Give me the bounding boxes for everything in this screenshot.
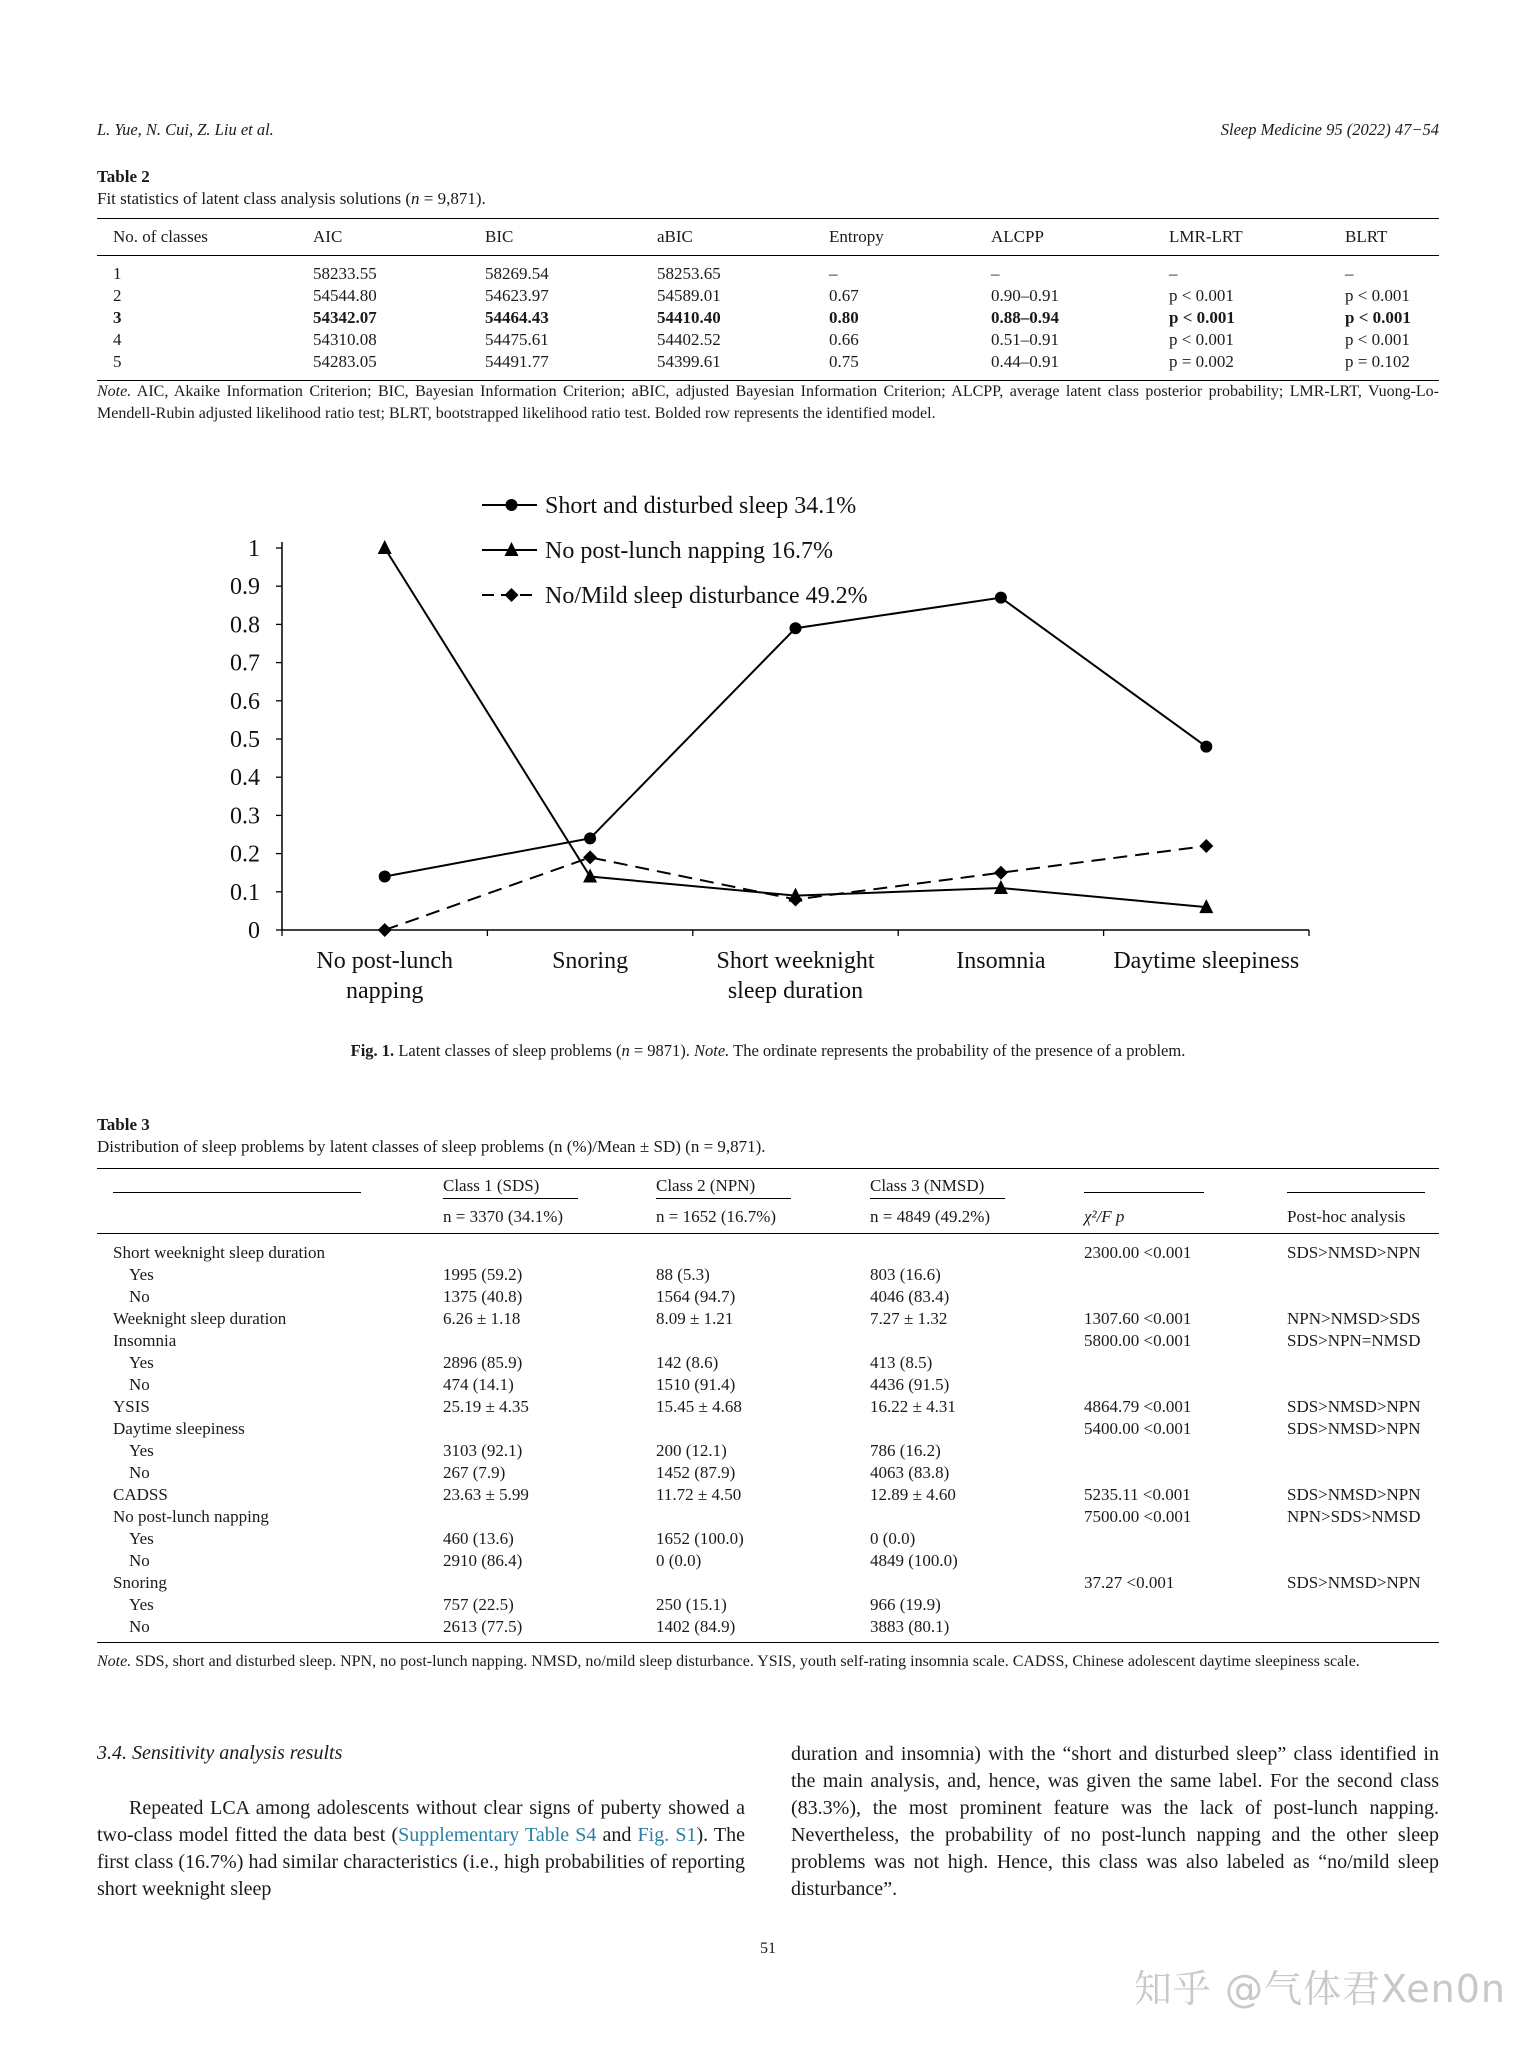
table3-cell-label: Daytime sleepiness xyxy=(113,1419,245,1438)
table2-cell: 4 xyxy=(113,330,122,349)
table3-note-label: Note. xyxy=(97,1653,132,1670)
table3-cell-c3 xyxy=(854,1418,1068,1440)
table3-cell-stat xyxy=(1068,1594,1271,1616)
table3-cell-c1: 23.63 ± 5.99 xyxy=(443,1485,529,1504)
table3-header-blank xyxy=(97,1169,427,1202)
table3-cell-c3: 12.89 ± 4.60 xyxy=(870,1485,956,1504)
data-point-s2-4 xyxy=(994,880,1008,894)
data-point-s1-3 xyxy=(790,622,802,634)
table2-cell: 1 xyxy=(113,264,122,283)
table2-header-cell: AIC xyxy=(297,219,469,256)
table3-cell-stat xyxy=(1068,1264,1271,1286)
table2-cell: 0.51–0.91 xyxy=(991,330,1059,349)
figure1-chart xyxy=(97,470,1439,1030)
table2-cell: 58253.65 xyxy=(657,264,721,283)
data-point-s3-4 xyxy=(994,866,1008,880)
table3-caption xyxy=(97,1114,766,1158)
table3-cell-c2: 0 (0.0) xyxy=(656,1551,702,1570)
table2-cell: 0.80 xyxy=(829,308,859,327)
table3-row xyxy=(97,1528,1439,1550)
table3-cell-stat: 1307.60 <0.001 xyxy=(1084,1309,1192,1328)
table2-header-cell: BLRT xyxy=(1329,219,1439,256)
body-column-right xyxy=(791,1741,1439,1903)
y-tick-label: 0.1 xyxy=(230,879,260,906)
table3-cell-c2: 142 (8.6) xyxy=(656,1353,719,1372)
table3-cell-c2: 200 (12.1) xyxy=(656,1441,727,1460)
table3-row xyxy=(97,1234,1439,1265)
table2-header-row xyxy=(97,219,1439,256)
table3-cell-label: Snoring xyxy=(113,1573,167,1592)
table3-cell-c3 xyxy=(854,1572,1068,1594)
body-column-left xyxy=(97,1795,745,1903)
y-tick-label: 0.4 xyxy=(230,765,260,792)
table3-cell-label: No xyxy=(129,1287,150,1306)
table2-cell: 0.88–0.94 xyxy=(991,308,1059,327)
table2-header-cell: aBIC xyxy=(641,219,813,256)
figure1-caption-c: The ordinate represents the probability of the presence of a problem. xyxy=(729,1041,1186,1060)
running-head-journal: Sleep Medicine 95 (2022) 47−54 xyxy=(1220,120,1439,139)
legend-marker-1 xyxy=(506,499,518,511)
table3-row xyxy=(97,1396,1439,1418)
table3-cell-stat xyxy=(1068,1440,1271,1462)
table2-cell: 2 xyxy=(113,286,122,305)
table3-cell-stat: 5235.11 <0.001 xyxy=(1084,1485,1191,1504)
legend-marker-3 xyxy=(505,588,519,602)
y-tick-label: 0 xyxy=(248,918,260,944)
table2-cell: p < 0.001 xyxy=(1345,308,1411,327)
data-point-s3-1 xyxy=(378,923,392,937)
table3-row xyxy=(97,1308,1439,1330)
table2-row xyxy=(97,308,1439,330)
table3-cell-c2: 1510 (91.4) xyxy=(656,1375,736,1394)
table3-cell-c1: 460 (13.6) xyxy=(443,1529,514,1548)
data-point-s3-5 xyxy=(1199,839,1213,853)
table2-cell: p < 0.001 xyxy=(1345,286,1410,305)
table3-cell-c1: 3103 (92.1) xyxy=(443,1441,523,1460)
table2-cell: 54589.01 xyxy=(657,286,721,305)
table2-cell: 54464.43 xyxy=(485,308,549,327)
table3-cell-stat: 37.27 <0.001 xyxy=(1084,1573,1175,1592)
table3-header-stat: χ²/F p xyxy=(1068,1201,1271,1234)
table3-row xyxy=(97,1440,1439,1462)
table3-cell-c1: 757 (22.5) xyxy=(443,1595,514,1614)
data-point-s2-1 xyxy=(378,540,392,554)
table2-note-text: AIC, Akaike Information Criterion; BIC, Bayesian Information Criterion; aBIC, adjusted Bayesian Information Criterion; ALCPP, average latent class posterior probability; LMR-LRT, Vuong-Lo-Mendell-Rubin adjusted likelihood ratio test; BLRT, bootstrapped likelihood ratio test. Bolded row represents the identified model. xyxy=(97,383,1439,422)
table3-cell-label: Yes xyxy=(129,1529,154,1548)
table3-cell-c2: 1564 (94.7) xyxy=(656,1287,736,1306)
table3-cell-label: CADSS xyxy=(113,1485,168,1504)
table2-row xyxy=(97,330,1439,352)
table3-cell-c3: 16.22 ± 4.31 xyxy=(870,1397,956,1416)
table3-header-class3: Class 3 (NMSD) xyxy=(854,1169,1068,1202)
table3-header-class2: Class 2 (NPN) xyxy=(640,1169,854,1202)
x-tick-label: No post-lunch xyxy=(316,948,454,974)
y-tick-label: 0.9 xyxy=(230,574,260,601)
table3-header-n2: n = 1652 (16.7%) xyxy=(640,1201,854,1234)
table3-cell-c2 xyxy=(640,1234,854,1265)
table3-cell-c2: 1402 (84.9) xyxy=(640,1616,854,1643)
table3-cell-post: SDS>NMSD>NPN xyxy=(1287,1485,1421,1504)
table3-cell-label: No xyxy=(129,1463,150,1482)
table3-cell-post: SDS>NMSD>NPN xyxy=(1287,1243,1421,1262)
figure-s1-link[interactable]: Fig. S1 xyxy=(637,1824,697,1846)
table3-cell-c1: 474 (14.1) xyxy=(443,1375,514,1394)
figure1-caption xyxy=(97,1041,1439,1061)
table3-cell-label: Yes xyxy=(129,1353,154,1372)
table3-cell-label: Yes xyxy=(129,1441,154,1460)
table3-cell-c2: 1452 (87.9) xyxy=(656,1463,736,1482)
table2-cell: 0.67 xyxy=(829,286,859,305)
table3-cell-c1: 2896 (85.9) xyxy=(443,1353,523,1372)
table3-cell-label: Insomnia xyxy=(113,1331,177,1350)
table2-cell: 54402.52 xyxy=(657,330,721,349)
table3-header-class1: Class 1 (SDS) xyxy=(427,1169,640,1202)
table3-cell-c1: 2613 (77.5) xyxy=(427,1616,640,1643)
table3-cell-label: No post-lunch napping xyxy=(113,1507,269,1526)
table3-cell-stat: 2300.00 <0.001 xyxy=(1084,1243,1192,1262)
table3-cell-stat: 5400.00 <0.001 xyxy=(1084,1419,1192,1438)
table3-row xyxy=(97,1616,1439,1643)
table2-cell: 3 xyxy=(113,308,122,327)
table3-row xyxy=(97,1286,1439,1308)
table3-cell-c2: 250 (15.1) xyxy=(656,1595,727,1614)
table2-cell: 0.90–0.91 xyxy=(991,286,1059,305)
table2-cell: 0.44–0.91 xyxy=(975,352,1153,381)
table3-cell-stat xyxy=(1068,1462,1271,1484)
table3-cell-c1: 2910 (86.4) xyxy=(443,1551,523,1570)
series-line-1 xyxy=(385,598,1207,877)
table3-cell-c2 xyxy=(640,1506,854,1528)
table2-header-cell: BIC xyxy=(469,219,641,256)
table3-header-row-2 xyxy=(97,1201,1439,1234)
table3-row xyxy=(97,1330,1439,1352)
table3-cell-stat: 5800.00 <0.001 xyxy=(1084,1331,1192,1350)
table3-cell-label: Weeknight sleep duration xyxy=(113,1309,287,1328)
table3-cell-label: Short weeknight sleep duration xyxy=(113,1243,325,1262)
table3-row xyxy=(97,1594,1439,1616)
figure1-label: Fig. 1. xyxy=(350,1041,395,1060)
table2-note-label: Note. xyxy=(97,383,132,400)
figure1-caption-note-label: Note. xyxy=(694,1041,730,1060)
table3-row xyxy=(97,1352,1439,1374)
table3-cell-label: No xyxy=(129,1375,150,1394)
table2-cell: 54342.07 xyxy=(313,308,377,327)
table3-header-posthoc: Post-hoc analysis xyxy=(1271,1201,1439,1234)
table3-cell-c3 xyxy=(854,1506,1068,1528)
table2-header-cell: Entropy xyxy=(813,219,975,256)
table3-row xyxy=(97,1506,1439,1528)
table2-row xyxy=(97,256,1439,287)
table3-cell-post: SDS>NMSD>NPN xyxy=(1287,1573,1421,1592)
table2-cell: 54310.08 xyxy=(313,330,377,349)
table3-row xyxy=(97,1418,1439,1440)
table3-cell-stat xyxy=(1068,1374,1271,1396)
running-head-authors: L. Yue, N. Cui, Z. Liu et al. xyxy=(97,120,274,139)
table3-header-post-rule xyxy=(1271,1169,1439,1202)
table2-cell: 0.75 xyxy=(813,352,975,381)
table3 xyxy=(97,1168,1439,1643)
table3-row xyxy=(97,1572,1439,1594)
table3-cell-c1: 6.26 ± 1.18 xyxy=(443,1309,521,1328)
table3-cell-c2 xyxy=(640,1330,854,1352)
table3-cell-c2: 11.72 ± 4.50 xyxy=(656,1485,742,1504)
table3-header-n3: n = 4849 (49.2%) xyxy=(854,1201,1068,1234)
y-tick-label: 0.3 xyxy=(230,803,260,830)
table2-row xyxy=(97,286,1439,308)
table2-cell: 54491.77 xyxy=(469,352,641,381)
data-point-s1-5 xyxy=(1200,741,1212,753)
table3-cell-c1 xyxy=(427,1506,640,1528)
table3-header-empty xyxy=(97,1201,427,1234)
table3-cell-c1 xyxy=(427,1418,640,1440)
x-tick-label: napping xyxy=(346,978,424,1004)
y-tick-label: 0.7 xyxy=(230,650,260,677)
table3-cell-post xyxy=(1271,1374,1439,1396)
table2-cell: p < 0.001 xyxy=(1169,286,1234,305)
table3-cell-post: NPN>NMSD>SDS xyxy=(1287,1309,1421,1328)
table2-cell: 54475.61 xyxy=(485,330,549,349)
table3-cell-c3: 803 (16.6) xyxy=(870,1265,941,1284)
table3-cell-c2: 88 (5.3) xyxy=(656,1265,710,1284)
table3-cell-stat xyxy=(1068,1616,1271,1643)
table3-header-n1: n = 3370 (34.1%) xyxy=(427,1201,640,1234)
table2-cell: p = 0.102 xyxy=(1329,352,1439,381)
x-tick-label: sleep duration xyxy=(727,978,864,1004)
table2-cell: 54623.97 xyxy=(485,286,549,305)
body-paragraph-right: duration and insomnia) with the “short and disturbed sleep” class identified in the main analysis, and, hence, was given the same label. For the second class (83.3%), the most prominent feature was the lack of post-lunch napping. Nevertheless, the probability of no post-lunch napping and the other sleep problems was not high. Hence, this class was also labeled as “no/mild sleep disturbance”. xyxy=(791,1743,1439,1900)
x-tick-label: Daytime sleepiness xyxy=(1113,948,1300,974)
legend-label-3: No/Mild sleep disturbance 49.2% xyxy=(545,583,868,609)
running-head xyxy=(97,120,1439,140)
data-point-s2-2 xyxy=(583,869,597,883)
table3-cell-post xyxy=(1271,1616,1439,1643)
table3-row xyxy=(97,1550,1439,1572)
table3-header-stat-rule xyxy=(1068,1169,1271,1202)
table2-label: Table 2 xyxy=(97,167,150,186)
y-tick-label: 0.2 xyxy=(230,841,260,868)
table3-caption-text: Distribution of sleep problems by latent classes of sleep problems (n (%)/Mean ± SD) (n = 9,871). xyxy=(97,1137,766,1156)
table3-cell-post xyxy=(1271,1286,1439,1308)
data-point-s1-1 xyxy=(379,871,391,883)
table2-cell: – xyxy=(1345,264,1354,283)
table3-cell-c2: 15.45 ± 4.68 xyxy=(656,1397,742,1416)
table3-cell-stat xyxy=(1068,1286,1271,1308)
table2-header-cell: LMR-LRT xyxy=(1153,219,1329,256)
table3-cell-stat xyxy=(1068,1528,1271,1550)
table3-cell-c1 xyxy=(427,1572,640,1594)
legend-label-2: No post-lunch napping 16.7% xyxy=(545,538,833,564)
table3-cell-post xyxy=(1271,1264,1439,1286)
table3-cell-c3: 4436 (91.5) xyxy=(870,1375,950,1394)
table3-cell-c3: 3883 (80.1) xyxy=(854,1616,1068,1643)
table3-cell-c3 xyxy=(854,1234,1068,1265)
table3-cell-c1 xyxy=(427,1234,640,1265)
table2-cell: p < 0.001 xyxy=(1169,330,1234,349)
table3-cell-post: SDS>NMSD>NPN xyxy=(1287,1397,1421,1416)
body-paragraph-left: Repeated LCA among adolescents without clear signs of puberty showed a two-class model fitted the data best (Supplementary Table S4 and Fig. S1). The first class (16.7%) had similar characteristics (i.e., high probabilities of reporting short weeknight sleep xyxy=(97,1797,745,1900)
y-tick-label: 0.5 xyxy=(230,727,260,753)
table2-cell: – xyxy=(991,264,1000,283)
paper-page xyxy=(97,0,1439,2048)
table3-note-text: SDS, short and disturbed sleep. NPN, no post-lunch napping. NMSD, no/mild sleep disturbance. YSIS, youth self-rating insomnia scale. CADSS, Chinese adolescent daytime sleepiness scale. xyxy=(131,1653,1360,1670)
table3-cell-c1: 267 (7.9) xyxy=(443,1463,506,1482)
table3-cell-label: No xyxy=(97,1616,427,1643)
y-tick-label: 0.6 xyxy=(230,688,260,715)
x-tick-label: Insomnia xyxy=(956,948,1046,974)
table2-cell: 54410.40 xyxy=(657,308,721,327)
table2-cell: 58269.54 xyxy=(485,264,549,283)
table3-cell-c3: 413 (8.5) xyxy=(870,1353,933,1372)
y-tick-label: 0.8 xyxy=(230,612,260,639)
table3-cell-post xyxy=(1271,1550,1439,1572)
table3-note xyxy=(97,1651,1439,1673)
table3-cell-stat: 7500.00 <0.001 xyxy=(1084,1507,1192,1526)
legend-label-1: Short and disturbed sleep 34.1% xyxy=(545,493,857,519)
x-tick-label: Snoring xyxy=(552,948,629,974)
table2-cell: – xyxy=(1169,264,1178,283)
table2-row xyxy=(97,352,1439,381)
table3-cell-c3: 966 (19.9) xyxy=(870,1595,941,1614)
table3-cell-c2 xyxy=(640,1418,854,1440)
figure1-svg xyxy=(97,470,1439,1030)
table3-cell-c2 xyxy=(640,1572,854,1594)
table3-cell-c3: 4063 (83.8) xyxy=(870,1463,950,1482)
table3-label: Table 3 xyxy=(97,1115,150,1134)
table3-cell-c3: 786 (16.2) xyxy=(870,1441,941,1460)
table3-cell-c1: 1995 (59.2) xyxy=(443,1265,523,1284)
table3-header-row-1 xyxy=(97,1169,1439,1202)
table2-note xyxy=(97,381,1439,425)
table3-cell-label: Yes xyxy=(129,1595,154,1614)
table3-cell-label: No xyxy=(129,1551,150,1570)
table3-cell-post xyxy=(1271,1352,1439,1374)
table3-cell-c1: 1375 (40.8) xyxy=(443,1287,523,1306)
table3-cell-c3 xyxy=(854,1330,1068,1352)
table2-header-cell: ALCPP xyxy=(975,219,1153,256)
table3-cell-post xyxy=(1271,1462,1439,1484)
table2-cell: 54399.61 xyxy=(641,352,813,381)
table3-row xyxy=(97,1374,1439,1396)
watermark: 知乎 @气体君Xen0n xyxy=(1133,1967,1506,2011)
page-number: 51 xyxy=(760,1940,776,1957)
table3-cell-label: Yes xyxy=(129,1265,154,1284)
table3-cell-post: SDS>NPN=NMSD xyxy=(1287,1331,1421,1350)
table3-cell-post xyxy=(1271,1440,1439,1462)
table2-cell: p < 0.001 xyxy=(1345,330,1410,349)
table3-cell-c2: 8.09 ± 1.21 xyxy=(656,1309,734,1328)
table2-cell: 0.66 xyxy=(829,330,859,349)
data-point-s1-4 xyxy=(995,592,1007,604)
table2 xyxy=(97,218,1439,381)
x-tick-label: Short weeknight xyxy=(716,948,875,974)
data-point-s1-2 xyxy=(584,832,596,844)
table3-row xyxy=(97,1264,1439,1286)
table2-caption xyxy=(97,166,486,210)
table2-cell: p = 0.002 xyxy=(1153,352,1329,381)
figure1-caption-a: Latent classes of sleep problems ( xyxy=(394,1041,622,1060)
table3-cell-c3: 7.27 ± 1.32 xyxy=(870,1309,948,1328)
table3-cell-stat xyxy=(1068,1550,1271,1572)
table2-cell: p < 0.001 xyxy=(1169,308,1235,327)
table3-cell-c3: 4046 (83.4) xyxy=(870,1287,950,1306)
table2-header-cell: No. of classes xyxy=(97,219,297,256)
table3-row xyxy=(97,1462,1439,1484)
supplementary-table-link[interactable]: Supplementary Table S4 xyxy=(398,1824,597,1846)
table2-caption-prefix: Fit statistics of latent class analysis solutions ( xyxy=(97,189,412,208)
table3-cell-c2: 1652 (100.0) xyxy=(656,1529,744,1548)
table2-cell: 54283.05 xyxy=(297,352,469,381)
table3-cell-stat xyxy=(1068,1352,1271,1374)
table2-cell: 58233.55 xyxy=(313,264,377,283)
table3-cell-c3: 4849 (100.0) xyxy=(870,1551,958,1570)
y-tick-label: 1 xyxy=(248,536,260,562)
table3-cell-post: SDS>NMSD>NPN xyxy=(1287,1419,1421,1438)
table3-cell-c1 xyxy=(427,1330,640,1352)
table3-cell-c1: 25.19 ± 4.35 xyxy=(443,1397,529,1416)
data-point-s3-2 xyxy=(583,850,597,864)
table2-caption-suffix: = 9,871). xyxy=(419,189,486,208)
table3-header-rule xyxy=(113,1192,361,1194)
table3-cell-post: NPN>SDS>NMSD xyxy=(1287,1507,1421,1526)
table3-cell-stat: 4864.79 <0.001 xyxy=(1084,1397,1192,1416)
table3-cell-c3: 0 (0.0) xyxy=(870,1529,916,1548)
table3-row xyxy=(97,1484,1439,1506)
table3-cell-post xyxy=(1271,1528,1439,1550)
figure1-caption-b: = 9871). xyxy=(629,1041,695,1060)
figure1-caption-n: n xyxy=(621,1041,630,1060)
table2-caption-n: n xyxy=(411,189,420,208)
table2-cell: 5 xyxy=(97,352,297,381)
table2-cell: – xyxy=(829,264,838,283)
table2-cell: 54544.80 xyxy=(313,286,377,305)
table3-cell-post xyxy=(1271,1594,1439,1616)
table3-cell-label: YSIS xyxy=(113,1397,150,1416)
section-heading: 3.4. Sensitivity analysis results xyxy=(97,1742,343,1764)
